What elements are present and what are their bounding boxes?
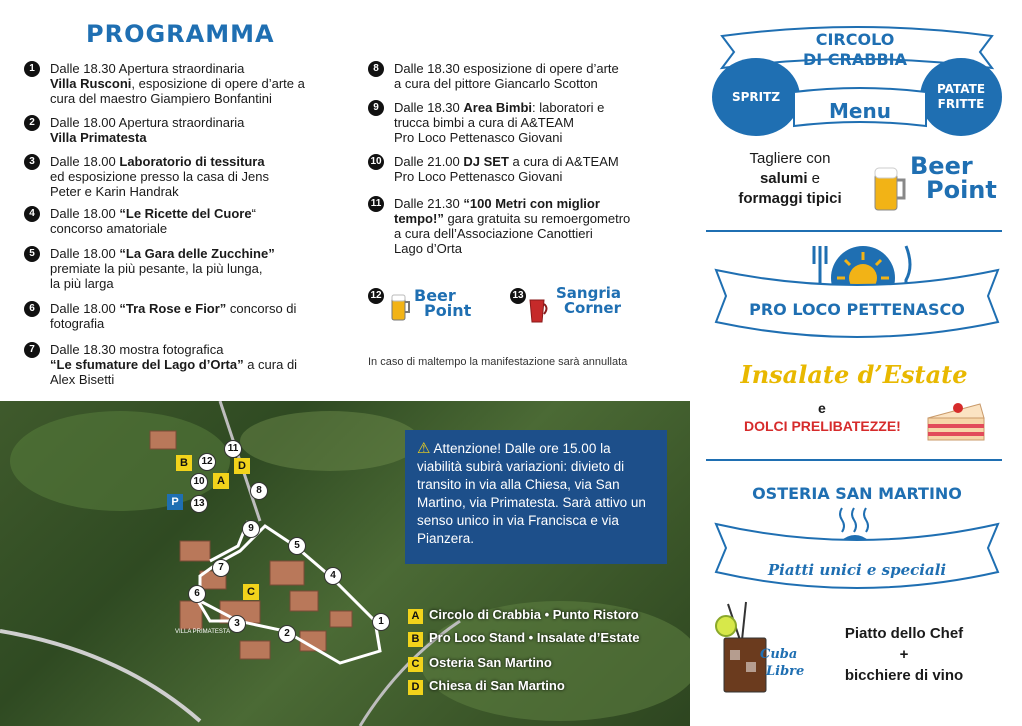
program-item-3: 3 Dalle 18.00 Laboratorio di tessitura ed esposizione presso la casa di Jens Peter e Karin Handrak	[24, 154, 380, 199]
tagliere-text: Tagliere con salumi e formaggi tipici	[738, 150, 842, 207]
map-marker-10: 10	[190, 473, 208, 491]
map-marker-2: 2	[278, 625, 296, 643]
menu-label: Menu	[829, 99, 891, 123]
map-marker-13: 13	[190, 495, 208, 513]
legend-item-C: C Osteria San Martino	[408, 655, 552, 672]
map-marker-9: 9	[242, 520, 260, 538]
dolci-text: DOLCI PRELIBATEZZE!	[744, 418, 901, 434]
item-number: 1	[24, 61, 40, 77]
item-number: 3	[24, 154, 40, 170]
map-marker-6: 6	[188, 585, 206, 603]
cuba-libre-label: Cuba Libre	[760, 647, 805, 679]
programma-title: PROGRAMMA	[86, 20, 275, 48]
piatti-subtitle: Piatti unici e speciali	[767, 561, 947, 579]
map-marker-D: D	[234, 458, 250, 474]
osteria-banner	[712, 516, 1002, 592]
spritz-badge: SPRITZ	[712, 58, 800, 136]
item-number: 13	[510, 288, 526, 304]
program-item-10: 10 Dalle 21.00 DJ SET a cura di A&TEAM Pro Loco Pettenasco Giovani	[368, 154, 704, 184]
program-item-1: 1 Dalle 18.30 Apertura straordinaria Villa Rusconi, esposizione di opere d’arte a cura del maestro Giampiero Bonfantini	[24, 61, 380, 106]
legend-item-B: B Pro Loco Stand • Insalate d’Estate	[408, 630, 639, 647]
sangria-jug-icon	[526, 294, 550, 324]
warning-icon: ⚠	[417, 440, 431, 457]
item-number: 8	[368, 61, 384, 77]
map-marker-7: 7	[212, 559, 230, 577]
item-number: 7	[24, 342, 40, 358]
weather-note: In caso di maltempo la manifestazione sarà annullata	[368, 356, 628, 368]
map-marker-8: 8	[250, 482, 268, 500]
item-number: 12	[368, 288, 384, 304]
chef-offer: Piatto dello Chef + bicchiere di vino	[844, 625, 964, 684]
beer-glass-icon	[872, 164, 908, 212]
cake-slice-icon	[924, 396, 990, 446]
program-item-8: 8 Dalle 18.30 esposizione di opere d’arte a cura del pittore Giancarlo Scotton	[368, 61, 704, 91]
item-number: 10	[368, 154, 384, 170]
program-item-2: 2 Dalle 18.00 Apertura straordinaria Villa Primatesta	[24, 115, 380, 145]
legend-item-A: A Circolo di Crabbia • Punto Ristoro	[408, 607, 639, 624]
program-item-5: 5 Dalle 18.00 “La Gara delle Zucchine” premiate la più pesante, la più lunga, la più larga	[24, 246, 380, 291]
item-number: 11	[368, 196, 384, 212]
circolo-title: CIRCOLO DI CRABBIA	[803, 30, 907, 69]
map-marker-C: C	[243, 584, 259, 600]
villa-label: VILLA PRIMATESTA	[175, 629, 231, 635]
section-divider	[706, 459, 1002, 461]
map-marker-1: 1	[372, 613, 390, 631]
program-item-12: 12 Beer Point	[368, 288, 498, 328]
patate-fritte-badge: PATATE FRITTE	[920, 58, 1002, 136]
program-item-11: 11 Dalle 21.30 “100 Metri con miglior tempo!” gara gratuita su remoergometro a cura dell’Associazione Canottieri Lago d’Orta	[368, 196, 704, 256]
item-number: 6	[24, 301, 40, 317]
map-marker-3: 3	[228, 615, 246, 633]
legend-item-D: D Chiesa di San Martino	[408, 678, 565, 695]
item-number: 5	[24, 246, 40, 262]
parking-marker: P	[167, 494, 183, 510]
program-item-13: 13 Sangria Corner	[510, 288, 650, 328]
beer-mug-icon	[390, 292, 410, 322]
program-item-7: 7 Dalle 18.30 mostra fotografica “Le sfumature del Lago d’Orta” a cura di Alex Bisetti	[24, 342, 380, 387]
map-marker-4: 4	[324, 567, 342, 585]
map-marker-B: B	[176, 455, 192, 471]
osteria-title: OSTERIA SAN MARTINO	[752, 484, 962, 503]
map-marker-11: 11	[224, 440, 242, 458]
map-marker-A: A	[213, 473, 229, 489]
section-divider	[706, 230, 1002, 232]
program-item-9: 9 Dalle 18.30 Area Bimbi: laboratori e trucca bimbi a cura di A&TEAM Pro Loco Pettenasco Giovani	[368, 100, 704, 145]
and-text: e	[818, 400, 826, 416]
map-marker-5: 5	[288, 537, 306, 555]
proloco-title: PRO LOCO PETTENASCO	[749, 300, 965, 319]
item-number: 4	[24, 206, 40, 222]
program-item-4: 4 Dalle 18.00 “Le Ricette del Cuore“ concorso amatoriale	[24, 206, 380, 236]
traffic-alert: ⚠ Attenzione! Dalle ore 15.00 la viabilità subirà variazioni: divieto di transito in via alla Chiesa, via San Martino, via Primatesta. Sarà attivo un senso unico in via Francisca e via Pianzera.	[405, 430, 667, 564]
insalate-title: Insalate d’Estate	[740, 360, 968, 389]
item-number: 9	[368, 100, 384, 116]
map-marker-12: 12	[198, 453, 216, 471]
item-number: 2	[24, 115, 40, 131]
beer-point-logo: Beer Point	[910, 152, 997, 204]
program-item-6: 6 Dalle 18.00 “Tra Rose e Fior” concorso di fotografia	[24, 301, 380, 331]
